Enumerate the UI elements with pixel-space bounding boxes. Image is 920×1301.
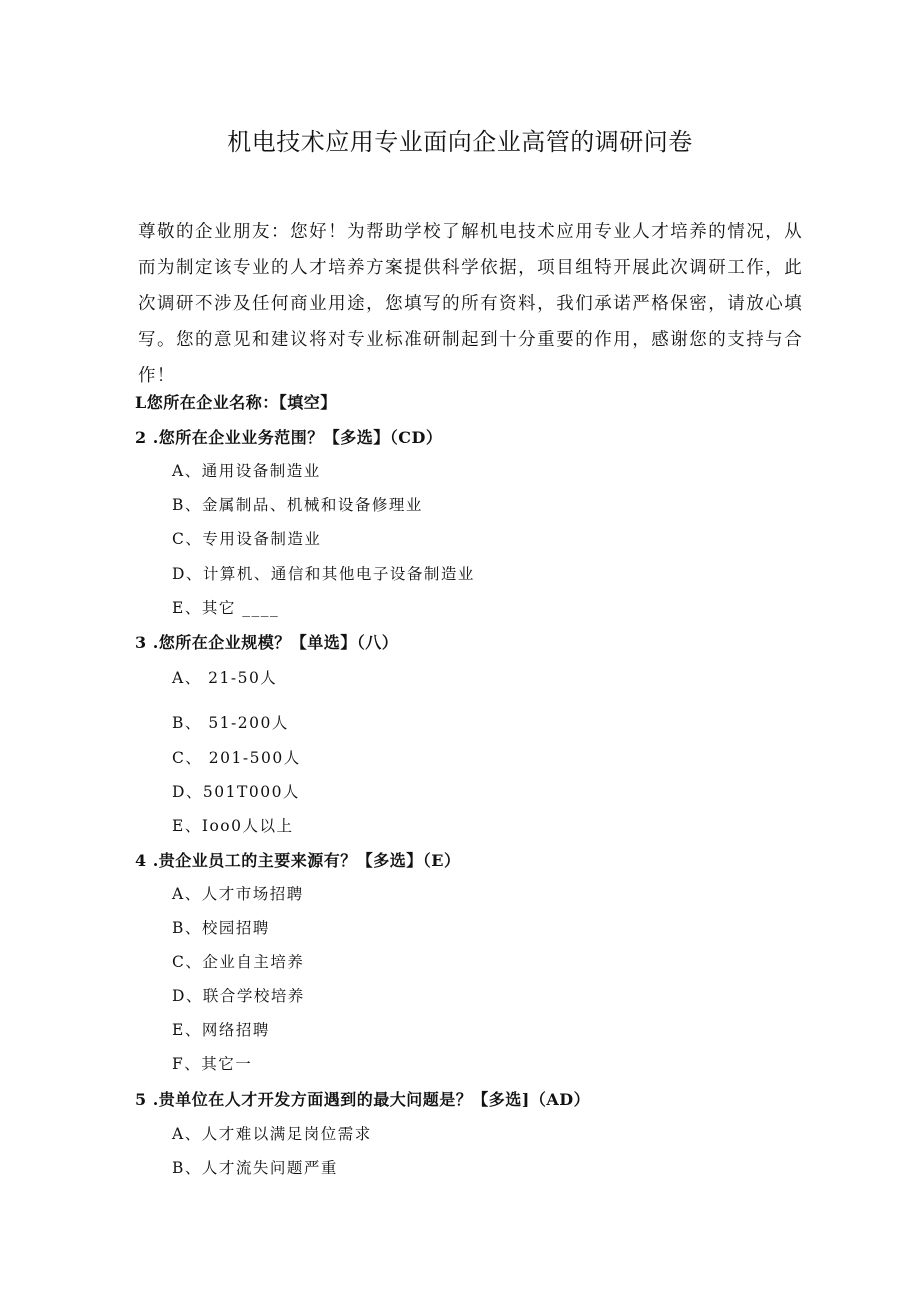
- question-4: 4 .贵企业员工的主要来源有？【多选】（E）: [135, 851, 461, 870]
- question-3: 3 .您所在企业规模？【单选】（八）: [135, 633, 399, 652]
- question-5: 5 .贵单位在人才开发方面遇到的最大问题是？【多选]（AD）: [135, 1090, 591, 1109]
- question-4-option-f: F、其它一: [172, 1055, 253, 1073]
- page-title: 机电技术应用专业面向企业高管的调研问卷: [227, 128, 693, 156]
- question-5-option-b: B、人才流失问题严重: [172, 1159, 338, 1177]
- question-4-option-e: E、网络招聘: [172, 1021, 270, 1039]
- question-2-option-a: A、通用设备制造业: [172, 462, 321, 480]
- question-2: 2 .您所在企业业务范围？【多选】（CD）: [135, 428, 443, 447]
- question-5-option-a: A、人才难以满足岗位需求: [172, 1125, 372, 1143]
- question-2-option-b: B、金属制品、机械和设备修理业: [172, 496, 423, 514]
- question-4-option-d: D、联合学校培养: [172, 987, 305, 1005]
- question-1: L您所在企业名称：【填空】: [135, 393, 337, 412]
- intro-paragraph: 尊敬的企业朋友：您好！为帮助学校了解机电技术应用专业人才培养的情况，从而为制定该专业的人才培养方案提供科学依据，项目组特开展此次调研工作，此次调研不涉及任何商业用途，您填写的所有资料，我们承诺严格保密，请放心填写。您的意见和建议将对专业标准研制起到十分重要的作用，感谢您的支持与合作！: [138, 222, 803, 386]
- question-3-option-a: A、 21-50人: [172, 669, 278, 687]
- question-3-option-b: B、 51-200人: [172, 714, 289, 732]
- question-4-option-b: B、校园招聘: [172, 919, 270, 937]
- question-3-option-e: E、Ioo0人以上: [172, 817, 294, 835]
- question-3-option-d: D、501T000人: [172, 783, 300, 801]
- question-2-option-d: D、计算机、通信和其他电子设备制造业: [172, 565, 475, 583]
- question-3-option-c: C、 201-500人: [172, 749, 301, 767]
- question-2-option-e: E、其它 ____: [172, 599, 280, 617]
- question-4-option-a: A、人才市场招聘: [172, 885, 304, 903]
- question-4-option-c: C、企业自主培养: [172, 953, 305, 971]
- question-2-option-c: C、专用设备制造业: [172, 530, 322, 548]
